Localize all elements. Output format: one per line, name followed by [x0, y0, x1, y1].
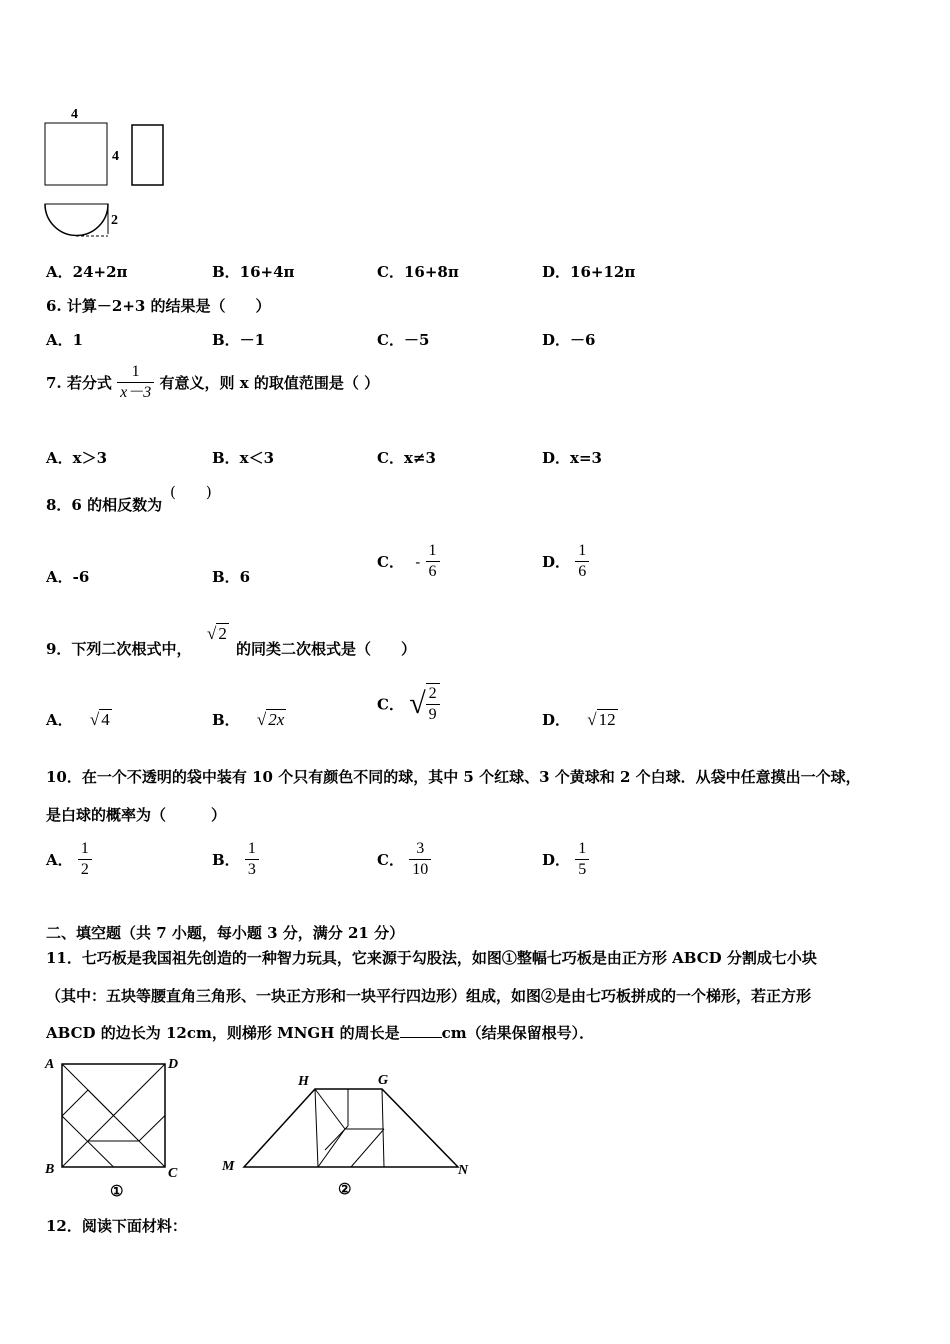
q10-b-label: B．: [212, 851, 240, 869]
q7-fraction-denominator: x－3: [117, 382, 154, 403]
q8-c-numerator: 1: [428, 542, 437, 559]
inner-line-6: [139, 1116, 165, 1142]
trapezoid-mngh: [244, 1089, 458, 1167]
q8-paren: ( ): [170, 483, 212, 501]
q11-line3-b: cm（结果保留根号）．: [441, 1024, 595, 1042]
section2-heading: 二、填空题（共 7 小题，每小题 3 分，满分 21 分）: [46, 924, 405, 942]
q10-a-fraction: [78, 839, 92, 880]
q10-a-numerator: 1: [80, 840, 89, 857]
piece-line-2: [315, 1089, 345, 1129]
q10-a-label: A．: [46, 851, 73, 869]
q9-b-radicand: 2x: [268, 709, 285, 729]
q7-stem: [46, 362, 379, 403]
q7-prefix: 7. 若分式: [46, 374, 112, 392]
q8-option-b: B．6: [212, 568, 251, 586]
radius-label: 2: [111, 213, 118, 228]
piece-line-8: [325, 1126, 348, 1150]
q8-d-fraction: [575, 541, 589, 582]
q8-option-d: [542, 541, 589, 582]
q5-option-b: B．16+4π: [212, 263, 295, 281]
inner-line-1: [62, 1090, 88, 1116]
q9-prefix: 9．下列二次根式中，: [46, 640, 192, 658]
side-dimension-label: 4: [112, 149, 119, 164]
inner-line-2: [88, 1090, 114, 1116]
tangram-square-figure: [40, 1052, 190, 1202]
top-view-semicircle: [45, 204, 108, 236]
q9-root-arg: 2: [218, 624, 227, 643]
piece-line-1: [315, 1089, 318, 1167]
q8-option-a: A．-6: [46, 568, 90, 586]
q11-line3: [46, 1022, 594, 1043]
q9-d-radicand: 12: [598, 709, 616, 729]
q11-line2: （其中：五块等腰直角三角形、一块正方形和一块平行四边形）组成，如图②是由七巧板拼成的一个梯形，若正方形: [46, 987, 812, 1005]
label-d: D: [168, 1057, 179, 1072]
q8-c-sign: -: [415, 552, 421, 571]
piece-line-4: [382, 1089, 384, 1167]
q6-stem: 6. 计算－2+3 的结果是（ ）: [46, 297, 271, 315]
q10-d-fraction: [575, 839, 589, 880]
inner-line-7: [139, 1141, 165, 1167]
label-n: N: [458, 1163, 469, 1178]
q10-option-b: [212, 839, 259, 880]
q11-answer-blank[interactable]: [400, 1037, 442, 1038]
q9-c-numerator: 2: [428, 685, 437, 702]
q9-option-a: A． √ 4: [46, 709, 110, 729]
q8-c-denominator: 6: [426, 561, 440, 582]
q10-option-a: [46, 839, 92, 880]
q8-d-denominator: 6: [575, 561, 589, 582]
q10-c-label: C．: [377, 851, 404, 869]
q9-c-denominator: 9: [426, 704, 440, 725]
label-a: A: [45, 1057, 55, 1072]
q7-option-b: B．x＜3: [212, 449, 275, 467]
q5-option-a: A．24+2π: [46, 263, 128, 281]
q10-b-fraction: [245, 839, 259, 880]
q8-d-label: D．: [542, 553, 571, 571]
q7-option-a: A．x＞3: [46, 449, 108, 467]
q5-option-d: D．16+12π: [542, 263, 636, 281]
q9-suffix: 的同类二次根式是（ ）: [236, 640, 417, 658]
q10-c-fraction: [409, 839, 431, 880]
q8-d-numerator: 1: [578, 542, 587, 559]
q12-stem: 12．阅读下面材料：: [46, 1217, 187, 1235]
q9-d-label: D．: [542, 711, 571, 729]
q10-line2: 是白球的概率为（ ）: [46, 806, 227, 824]
q10-d-label: D．: [542, 851, 571, 869]
q10-option-c: [377, 839, 431, 880]
label-b: B: [45, 1162, 55, 1177]
q10-line1: 10．在一个不透明的袋中装有 10 个只有颜色不同的球，其中 5 个红球、3 个黄球和 2 个白球．从袋中任意摸出一个球，: [46, 768, 861, 786]
q9-c-fraction: [426, 683, 440, 725]
q9-b-label: B．: [212, 711, 240, 729]
label-h: H: [298, 1074, 309, 1089]
front-view-square: [45, 123, 107, 185]
q10-d-denominator: 5: [575, 859, 589, 880]
q9-root: √ 2: [207, 624, 227, 643]
q10-d-numerator: 1: [578, 840, 587, 857]
q7-fraction-numerator: 1: [131, 363, 140, 380]
q9-c-label: C．: [377, 695, 404, 714]
tangram-trapezoid-figure: [218, 1066, 478, 1206]
q7-option-c: C．x≠3: [377, 449, 436, 467]
q6-option-c: C．－5: [377, 331, 430, 349]
q9-option-b: B． √ 2x: [212, 709, 285, 729]
q5-option-c: C．16+8π: [377, 263, 459, 281]
q10-b-numerator: 1: [247, 840, 256, 857]
q8-stem: 8．6 的相反数为: [46, 496, 163, 514]
q7-option-d: D．x=3: [542, 449, 602, 467]
label-m: M: [222, 1159, 235, 1174]
side-view-rect: [132, 125, 163, 185]
figure1-caption: ①: [110, 1184, 124, 1200]
top-dimension-label: 4: [71, 107, 78, 122]
q6-option-b: B．－1: [212, 331, 266, 349]
q7-suffix: 有意义，则 x 的取值范围是（ ）: [159, 374, 380, 392]
q9-option-d: D． √ 12: [542, 709, 616, 729]
q6-option-d: D．－6: [542, 331, 596, 349]
q8-option-c: [377, 541, 440, 582]
inner-line-4: [114, 1116, 140, 1142]
q9-a-radicand: 4: [101, 709, 110, 729]
q10-option-d: [542, 839, 589, 880]
q8-c-label: C．: [377, 553, 404, 571]
q7-fraction: [117, 362, 154, 403]
three-view-figure: [40, 100, 180, 245]
label-c: C: [168, 1166, 178, 1181]
label-g: G: [378, 1073, 389, 1088]
q11-line1: 11．七巧板是我国祖先创造的一种智力玩具，它来源于勾股法，如图①整幅七巧板是由正方形 ABCD 分割成七小块: [46, 949, 817, 967]
q10-c-denominator: 10: [409, 859, 431, 880]
q8-c-fraction: [426, 541, 440, 582]
q10-a-denominator: 2: [78, 859, 92, 880]
q10-c-numerator: 3: [416, 840, 425, 857]
q6-option-a: A．1: [46, 331, 84, 349]
q9-a-label: A．: [46, 711, 73, 729]
q10-b-denominator: 3: [245, 859, 259, 880]
figure2-caption: ②: [338, 1182, 352, 1198]
piece-line-6: [318, 1129, 345, 1167]
top-view-arc-bottom: [45, 204, 108, 236]
q11-line3-a: ABCD 的边长为 12cm，则梯形 MNGH 的周长是: [46, 1024, 400, 1042]
q9-option-c: C． √ $\frac{2}{9}$: [377, 683, 440, 725]
piece-line-7: [351, 1129, 384, 1167]
